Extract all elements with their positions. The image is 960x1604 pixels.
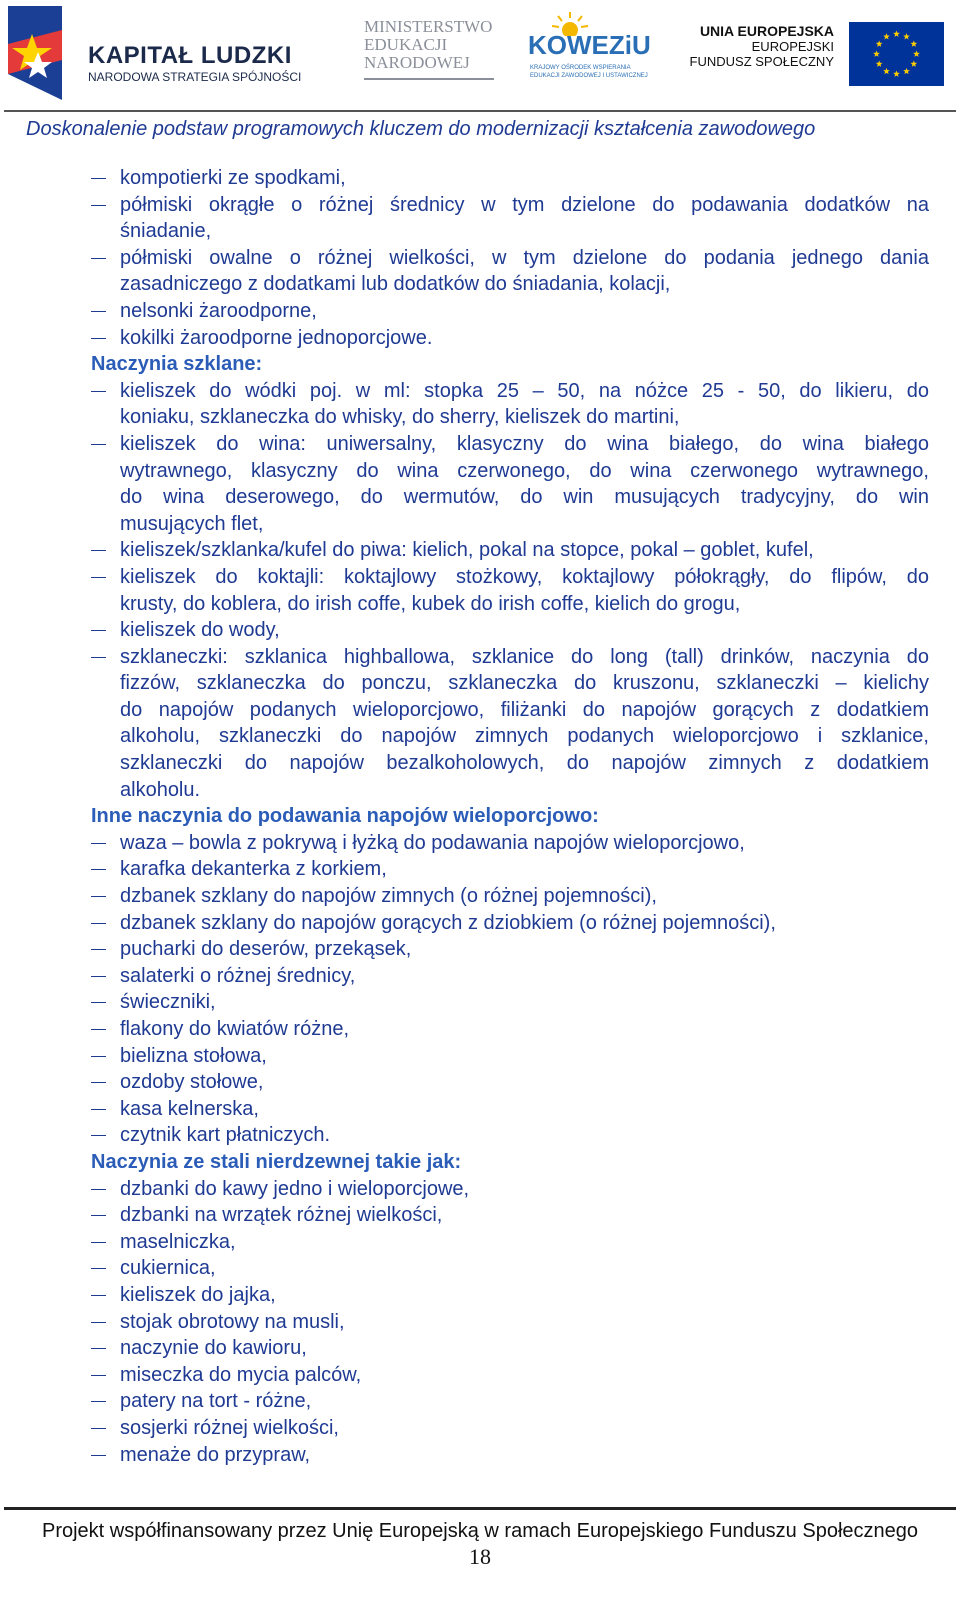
eu-star <box>913 51 920 57</box>
kapital-ludzki-emblem-icon <box>4 4 84 102</box>
line-text: kieliszek do jajka, <box>120 1283 276 1306</box>
line-text: nelsonki żaroodporne, <box>120 299 317 322</box>
list-item-continuation <box>91 750 929 777</box>
logo-bar <box>0 0 960 112</box>
line-text: Naczynia szklane: <box>91 353 263 376</box>
line-text: koniaku, szklaneczka do whisky, do sherry, kieliszek do martini, <box>120 406 680 429</box>
kowezu-subtitle-2: EDUKACJI ZAWODOWEJ I USTAWICZNEJ <box>530 73 648 79</box>
dash-bullet-icon <box>91 949 106 950</box>
kowezu-logo <box>528 12 658 92</box>
line-text: szklaneczki: szklanica highballowa, szklanice do long (tall) drinków, naczynia do <box>120 645 929 668</box>
eu-star <box>903 68 910 74</box>
line-text: świeczniki, <box>120 991 216 1014</box>
list-item-continuation <box>91 723 929 750</box>
line-text: musujących flet, <box>120 512 264 535</box>
line-text: fizzów, szklaneczka do ponczu, szklaneczka do kruszonu, szklaneczki – kielichy <box>120 672 929 695</box>
eu-star <box>910 41 917 47</box>
ministerstwo-rule <box>364 78 494 80</box>
line-text: patery na tort - różne, <box>120 1390 312 1413</box>
eu-stars-icon <box>849 22 944 86</box>
dash-bullet-icon <box>91 843 106 844</box>
list-item <box>91 1362 929 1389</box>
list-item <box>91 1255 929 1282</box>
list-item <box>91 1415 929 1442</box>
list-item <box>91 192 929 219</box>
line-text: alkoholu, szklaneczki do napojów zimnych podanych wieloporcjowo i szklanice, <box>120 725 929 748</box>
dash-bullet-icon <box>91 338 106 339</box>
kapital-ludzki-subtitle: NARODOWA STRATEGIA SPÓJNOŚCI <box>88 70 302 84</box>
eu-star <box>893 31 900 37</box>
kapital-ludzki-title: KAPITAŁ LUDZKI <box>88 42 292 69</box>
line-text: kompotierki ze spodkami, <box>120 167 346 189</box>
document-body <box>91 165 929 1468</box>
line-text: kieliszek/szklanka/kufel do piwa: kielich, pokal na stopce, pokal – goblet, kufel, <box>120 539 814 562</box>
list-item <box>91 936 929 963</box>
dash-bullet-icon <box>91 923 106 924</box>
list-item <box>91 1229 929 1256</box>
list-item <box>91 564 929 591</box>
eu-star <box>873 51 880 57</box>
line-text: kieliszek do wódki poj. w ml: stopka 25 – 50, na nóżce 25 - 50, do likieru, do <box>120 379 929 402</box>
list-item <box>91 1176 929 1203</box>
list-item <box>91 298 929 325</box>
dash-bullet-icon <box>91 1375 106 1376</box>
list-item <box>91 963 929 990</box>
list-item <box>91 1043 929 1070</box>
list-item <box>91 378 929 405</box>
list-item <box>91 644 929 671</box>
footer-rule <box>4 1507 956 1510</box>
dash-bullet-icon <box>91 1056 106 1057</box>
dash-bullet-icon <box>91 1268 106 1269</box>
list-item-continuation <box>91 218 929 245</box>
line-text: wytrawnego, klasyczny do wina czerwonego, do wina czerwonego wytrawnego, <box>120 459 929 482</box>
dash-bullet-icon <box>91 657 106 658</box>
dash-bullet-icon <box>91 1109 106 1110</box>
dash-bullet-icon <box>91 1189 106 1190</box>
section-heading <box>91 803 929 830</box>
line-text: miseczka do mycia palców, <box>120 1363 362 1386</box>
dash-bullet-icon <box>91 1029 106 1030</box>
ministerstwo-line-1: MINISTERSTWO <box>364 17 493 36</box>
list-item-continuation <box>91 484 929 511</box>
header-rule <box>4 110 956 112</box>
eu-star <box>883 68 890 74</box>
line-text: karafka dekanterka z korkiem, <box>120 858 387 881</box>
line-text: szklaneczki do napojów bezalkoholowych, do napojów zimnych z dodatkiem <box>120 752 929 775</box>
list-item <box>91 537 929 564</box>
line-text: bielizna stołowa, <box>120 1044 267 1067</box>
line-text: menaże do przypraw, <box>120 1443 311 1466</box>
line-text: półmiski okrągłe o różnej średnicy w tym dzielone do podawania dodatków na <box>120 193 929 216</box>
dash-bullet-icon <box>91 311 106 312</box>
line-text: pucharki do deserów, przekąsek, <box>120 938 412 961</box>
eu-flag-icon <box>849 22 944 86</box>
eu-logo <box>689 22 944 88</box>
dash-bullet-icon <box>91 896 106 897</box>
line-text: salaterki o różnej średnicy, <box>120 964 356 987</box>
eu-star <box>903 33 910 39</box>
dash-bullet-icon <box>91 1295 106 1296</box>
footer-text: Projekt współfinansowany przez Unię Europejską w ramach Europejskiego Funduszu Społecznego <box>41 1520 919 1542</box>
list-item-continuation <box>91 511 929 538</box>
line-text: do wina deserowego, do wermutów, do win musujących tradycyjny, do win <box>120 486 929 509</box>
dash-bullet-icon <box>91 1428 106 1429</box>
kowezu-subtitle-1: KRAJOWY OŚRODEK WSPIERANIA <box>530 65 631 71</box>
list-item <box>91 1309 929 1336</box>
eu-star <box>876 61 883 67</box>
dash-bullet-icon <box>91 1401 106 1402</box>
line-text: ozdoby stołowe, <box>120 1071 264 1094</box>
line-text: dzbanki do kawy jedno i wieloporcjowe, <box>120 1177 470 1200</box>
dash-bullet-icon <box>91 577 106 578</box>
line-text: dzbanki na wrzątek różnej wielkości, <box>120 1204 443 1227</box>
dash-bullet-icon <box>91 258 106 259</box>
line-text: kokilki żaroodporne jednoporcjowe. <box>120 326 433 349</box>
eu-line-1: UNIA EUROPEJSKA <box>699 23 834 39</box>
dash-bullet-icon <box>91 1322 106 1323</box>
line-text: kieliszek do wina: uniwersalny, klasyczny do wina białego, do wina białego <box>120 432 929 455</box>
eu-star <box>883 33 890 39</box>
list-item <box>91 830 929 857</box>
list-item <box>91 989 929 1016</box>
list-item-continuation <box>91 271 929 298</box>
list-item <box>91 165 929 192</box>
list-item-continuation <box>91 591 929 618</box>
line-text: półmiski owalne o różnej wielkości, w tym dzielone do podania jednego dania <box>120 246 929 269</box>
list-item-continuation <box>91 777 929 804</box>
line-text: cukiernica, <box>120 1257 216 1280</box>
ministerstwo-line-3: NARODOWEJ <box>364 53 470 72</box>
line-text: naczynie do kawioru, <box>120 1337 307 1360</box>
dash-bullet-icon <box>91 869 106 870</box>
line-text: alkoholu. <box>120 778 201 801</box>
kowezu-name: KOWEZiU <box>528 30 651 60</box>
list-item <box>91 1388 929 1415</box>
list-item <box>91 617 929 644</box>
ministerstwo-line-2: EDUKACJI <box>364 35 448 54</box>
dash-bullet-icon <box>91 976 106 977</box>
dash-bullet-icon <box>91 1242 106 1243</box>
list-item <box>91 1442 929 1469</box>
line-text: krusty, do koblera, do irish coffe, kubek do irish coffe, kielich do grogu, <box>120 592 741 615</box>
line-text: dzbanek szklany do napojów gorących z dziobkiem (o różnej pojemności), <box>120 911 776 934</box>
list-item <box>91 883 929 910</box>
dash-bullet-icon <box>91 178 106 179</box>
section-heading <box>91 1149 929 1176</box>
kapital-ludzki-logo <box>4 4 314 102</box>
line-text: śniadanie, <box>120 220 212 243</box>
line-text: kieliszek do koktajli: koktajlowy stożkowy, koktajlowy półokrągły, do flipów, do <box>120 565 929 588</box>
line-text: waza – bowla z pokrywą i łyżką do podawania napojów wieloporcjowo, <box>120 831 745 854</box>
list-item <box>91 1335 929 1362</box>
list-item-continuation <box>91 404 929 431</box>
list-item <box>91 910 929 937</box>
list-item <box>91 1096 929 1123</box>
dash-bullet-icon <box>91 550 106 551</box>
eu-line-3: FUNDUSZ SPOŁECZNY <box>689 54 834 69</box>
list-item-continuation <box>91 670 929 697</box>
eu-star <box>876 41 883 47</box>
line-text: sosjerki różnej wielkości, <box>120 1416 339 1439</box>
line-text: zasadniczego z dodatkami lub dodatków do śniadania, kolacji, <box>120 273 671 296</box>
page-header-title: Doskonalenie podstaw programowych kluczem do modernizacji kształcenia zawodowego <box>26 118 816 140</box>
list-item <box>91 1016 929 1043</box>
line-text: maselniczka, <box>120 1230 236 1253</box>
list-item <box>91 325 929 352</box>
line-text: czytnik kart płatniczych. <box>120 1124 331 1147</box>
ministerstwo-edukacji-logo <box>364 18 504 88</box>
eu-star <box>893 71 900 77</box>
line-text: stojak obrotowy na musli, <box>120 1310 345 1333</box>
dash-bullet-icon <box>91 1455 106 1456</box>
list-item <box>91 245 929 272</box>
eu-star <box>910 61 917 67</box>
eu-line-2: EUROPEJSKI <box>751 39 834 54</box>
line-text: Naczynia ze stali nierdzewnej takie jak: <box>91 1150 462 1173</box>
dash-bullet-icon <box>91 1135 106 1136</box>
list-item <box>91 1202 929 1229</box>
list-item-continuation <box>91 697 929 724</box>
list-item <box>91 1282 929 1309</box>
list-item <box>91 1122 929 1149</box>
line-text: kieliszek do wody, <box>120 619 280 642</box>
line-text: Inne naczynia do podawania napojów wieloporcjowo: <box>91 805 599 828</box>
page-number: 18 <box>469 1544 491 1569</box>
dash-bullet-icon <box>91 1215 106 1216</box>
list-item <box>91 431 929 458</box>
dash-bullet-icon <box>91 630 106 631</box>
line-text: dzbanek szklany do napojów zimnych (o różnej pojemności), <box>120 885 657 908</box>
dash-bullet-icon <box>91 1002 106 1003</box>
eu-logo-text <box>690 24 834 69</box>
section-heading <box>91 351 929 378</box>
dash-bullet-icon <box>91 205 106 206</box>
dash-bullet-icon <box>91 1082 106 1083</box>
dash-bullet-icon <box>91 391 106 392</box>
list-item <box>91 856 929 883</box>
list-item-continuation <box>91 458 929 485</box>
line-text: flakony do kwiatów różne, <box>120 1018 350 1040</box>
dash-bullet-icon <box>91 1348 106 1349</box>
dash-bullet-icon <box>91 444 106 445</box>
list-item <box>91 1069 929 1096</box>
line-text: do napojów podanych wieloporcjowo, filiżanki do napojów gorących z dodatkiem <box>120 698 929 721</box>
line-text: kasa kelnerska, <box>120 1097 259 1120</box>
